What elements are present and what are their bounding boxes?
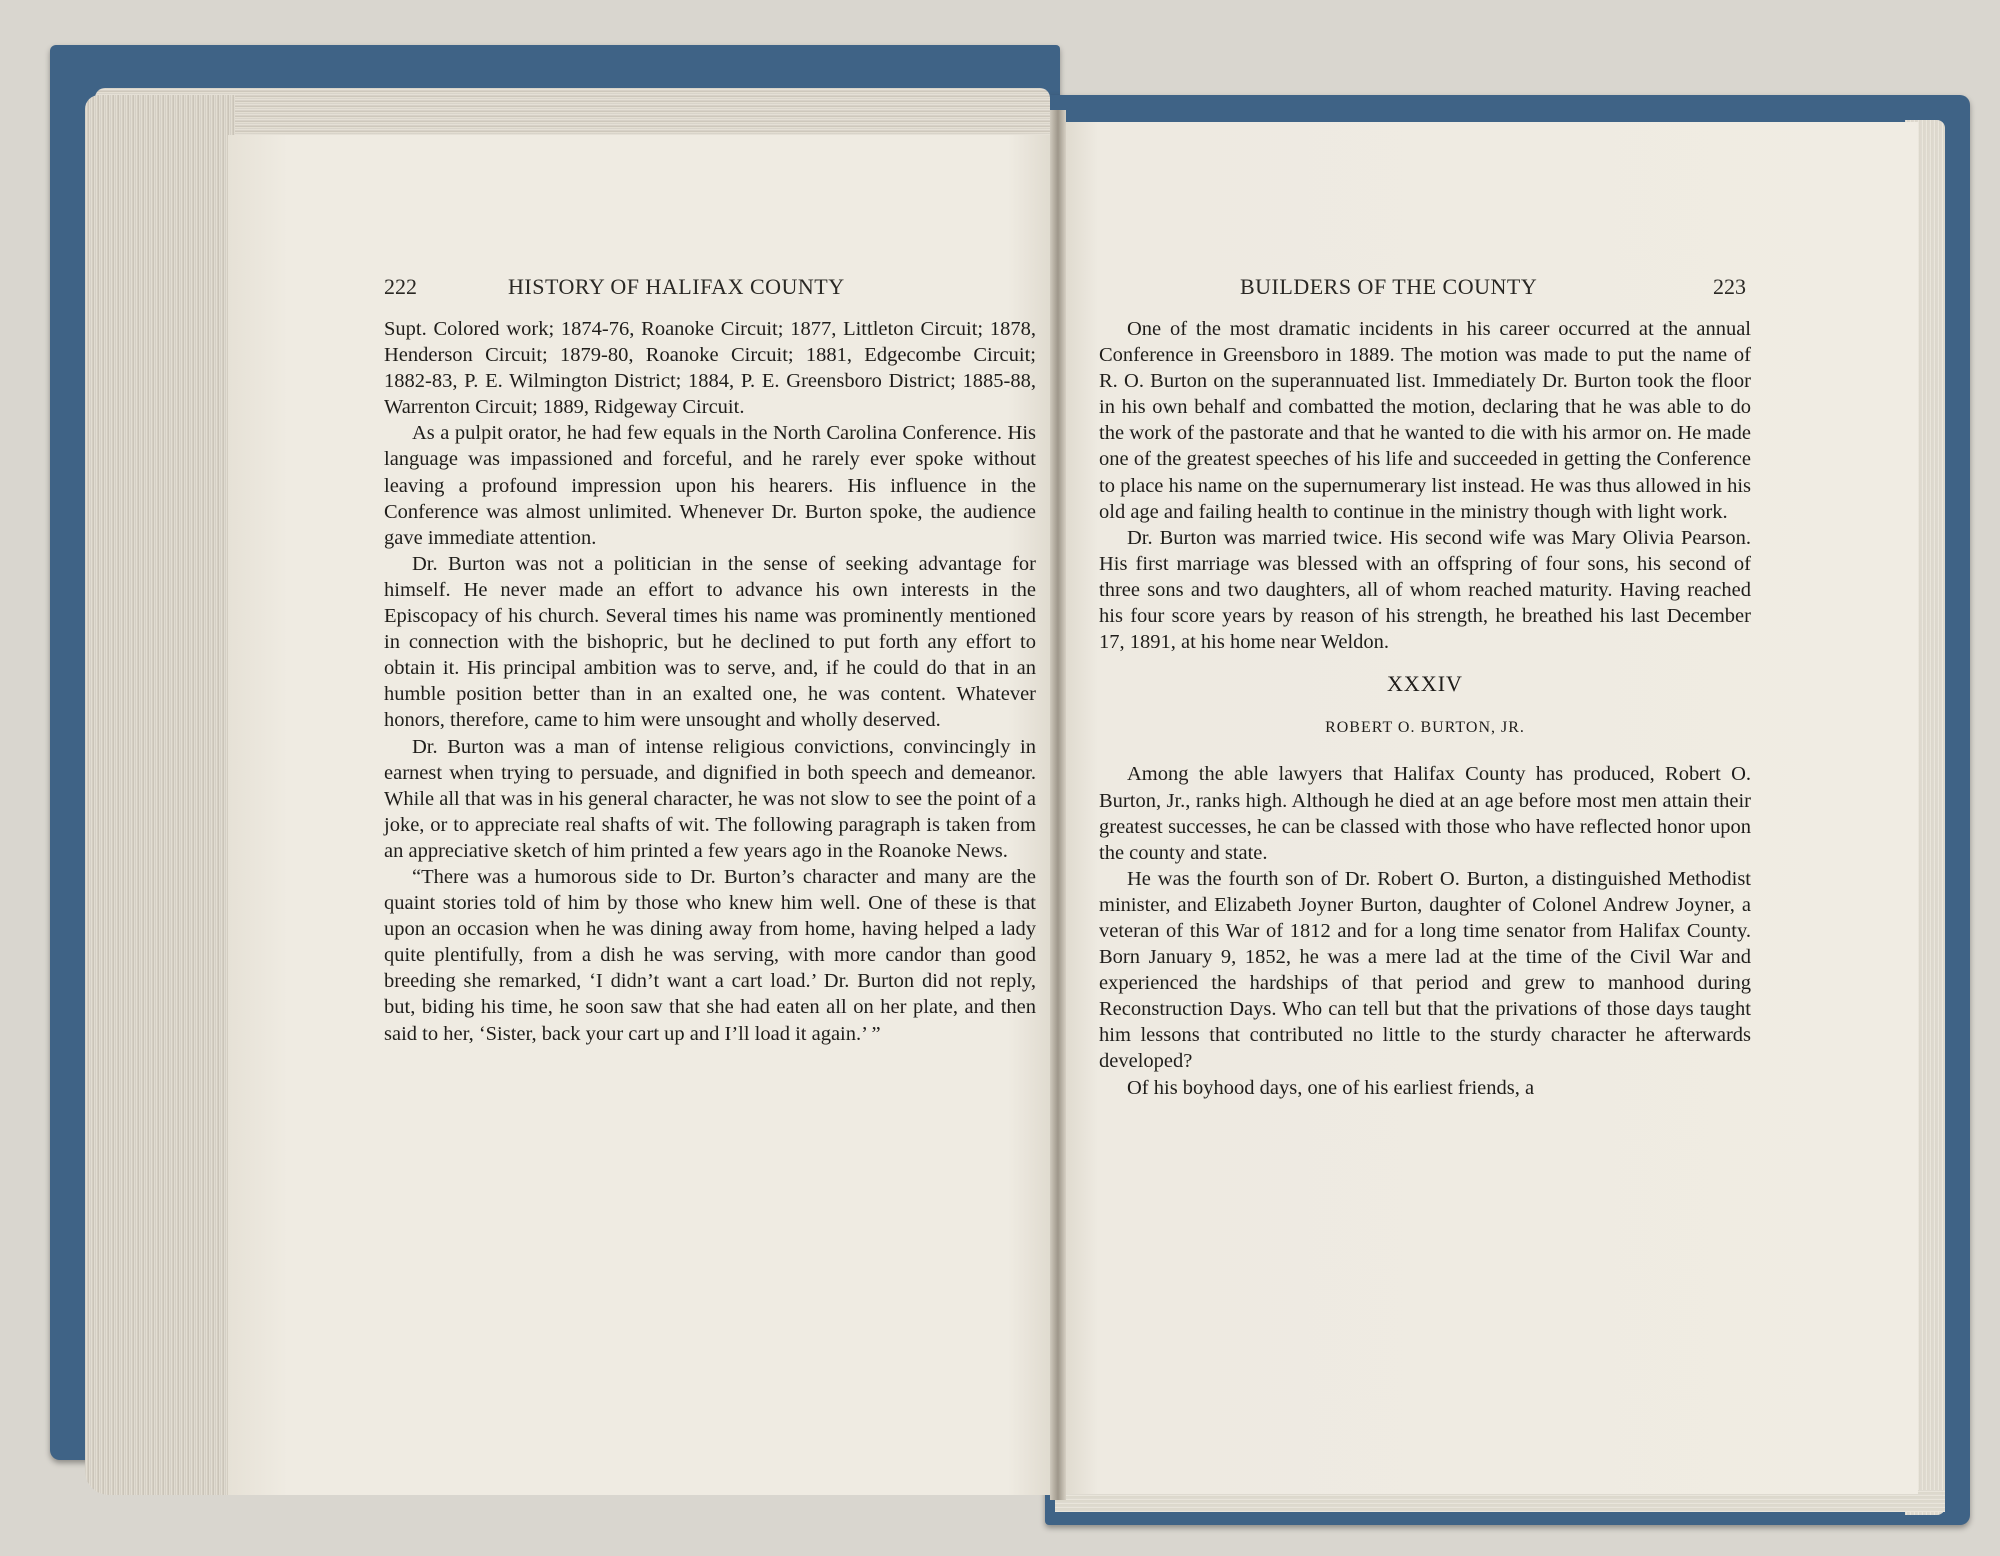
- paragraph: “There was a humorous side to Dr. Burton’s character and many are the quaint stories told of him by those who knew him well. One of these is that upon an occasion when he was dining away from home, having helped a lady quite plentifully, from a dish he was serving, with more candor than good breeding she remarked, ‘I didn’t want a cart load.’ Dr. Burton did not reply, but, biding his time, he soon saw that she had eaten all on her plate, and then said to her, ‘Sister, back your cart up and I’ll load it again.’ ”: [384, 865, 1036, 1045]
- right-page-text: [1099, 316, 1751, 1101]
- paragraph: Dr. Burton was a man of intense religious convictions, convincingly in earnest when trying to persuade, and dignified in both speech and demeanor. While all that was in his general character, he was not slow to see the point of a joke, or to appreciate real shafts of wit. The following paragraph is taken from an appreciative sketch of him printed a few years ago in the Roanoke News.: [384, 735, 1036, 862]
- paragraph: Of his boyhood days, one of his earliest friends, a: [1127, 1076, 1535, 1099]
- right-page-number: 223: [1713, 274, 1746, 299]
- left-running-head: HISTORY OF HALIFAX COUNTY: [508, 274, 845, 299]
- paragraph: As a pulpit orator, he had few equals in the North Carolina Conference. His language was impassioned and forceful, and he rarely ever spoke without leaving a profound impression upon his hearers. His influence in the Conference was almost unlimited. Whenever Dr. Burton spoke, the audience gave immediate attention.: [384, 422, 1036, 549]
- book-gutter: [1050, 110, 1066, 1500]
- page-edges-left: [85, 95, 235, 1495]
- paragraph: One of the most dramatic incidents in his career occurred at the annual Conference in Greensboro in 1889. The motion was made to put the name of R. O. Burton on the superannuated list. Immediately Dr. Burton took the floor in his own behalf and combatted the motion, declaring that he was able to do the work of the pastorate and that he wanted to die with his armor on. He made one of the greatest speeches of his life and succeeded in getting the Conference to place his name on the supernumerary list instead. He was thus allowed in his old age and failing health to continue in the ministry though with light work.: [1099, 318, 1751, 523]
- paragraph: Dr. Burton was married twice. His second wife was Mary Olivia Pearson. His first marriage was blessed with an offspring of four sons, his second of three sons and two daughters, all of whom reached maturity. Having reached his four score years by reason of his strength, he breathed his last December 17, 1891, at his home near Weldon.: [1099, 526, 1751, 654]
- right-running-head: BUILDERS OF THE COUNTY: [1240, 274, 1538, 299]
- paragraph: Supt. Colored work; 1874-76, Roanoke Circuit; 1877, Littleton Circuit; 1878, Henderson Circuit; 1879-80, Roanoke Circuit; 1881, Edgecombe Circuit; 1882-83, P. E. Wilmington District; 1884, P. E. Greensboro District; 1885-88, Warrenton Circuit; 1889, Ridgeway Circuit.: [384, 318, 1036, 419]
- left-page-text: [384, 316, 1036, 1047]
- paragraph: Dr. Burton was not a politician in the sense of seeking advantage for himself. He never made an effort to advance his own interests in the Episcopacy of his church. Several times his name was prominently mentioned in connection with the bishopric, but he declined to put forth any effort to obtain it. His principal ambition was to serve, and, if he could do that in an humble position better than in an exalted one, he was content. Whatever honors, therefore, came to him were unsought and wholly deserved.: [384, 552, 1036, 732]
- chapter-title: ROBERT O. BURTON, JR.: [1325, 719, 1525, 737]
- paragraph: Among the able lawyers that Halifax County has produced, Robert O. Burton, Jr., ranks high. Although he died at an age before most men attain their greatest successes, he can be classed with those who have reflected honor upon the county and state.: [1099, 763, 1751, 864]
- chapter-numeral: XXXIV: [1387, 671, 1463, 697]
- left-page-number: 222: [384, 274, 417, 299]
- paragraph: He was the fourth son of Dr. Robert O. Burton, a distinguished Methodist minister, and Elizabeth Joyner Burton, daughter of Colonel Andrew Joyner, a veteran of this War of 1812 and for a long time senator from Halifax County. Born January 9, 1852, he was a mere lad at the time of the Civil War and experienced the hardships of that period and grew to manhood during Reconstruction Days. Who can tell but that the privations of those days taught him lessons that contributed no little to the sturdy character he afterwards developed?: [1099, 867, 1751, 1073]
